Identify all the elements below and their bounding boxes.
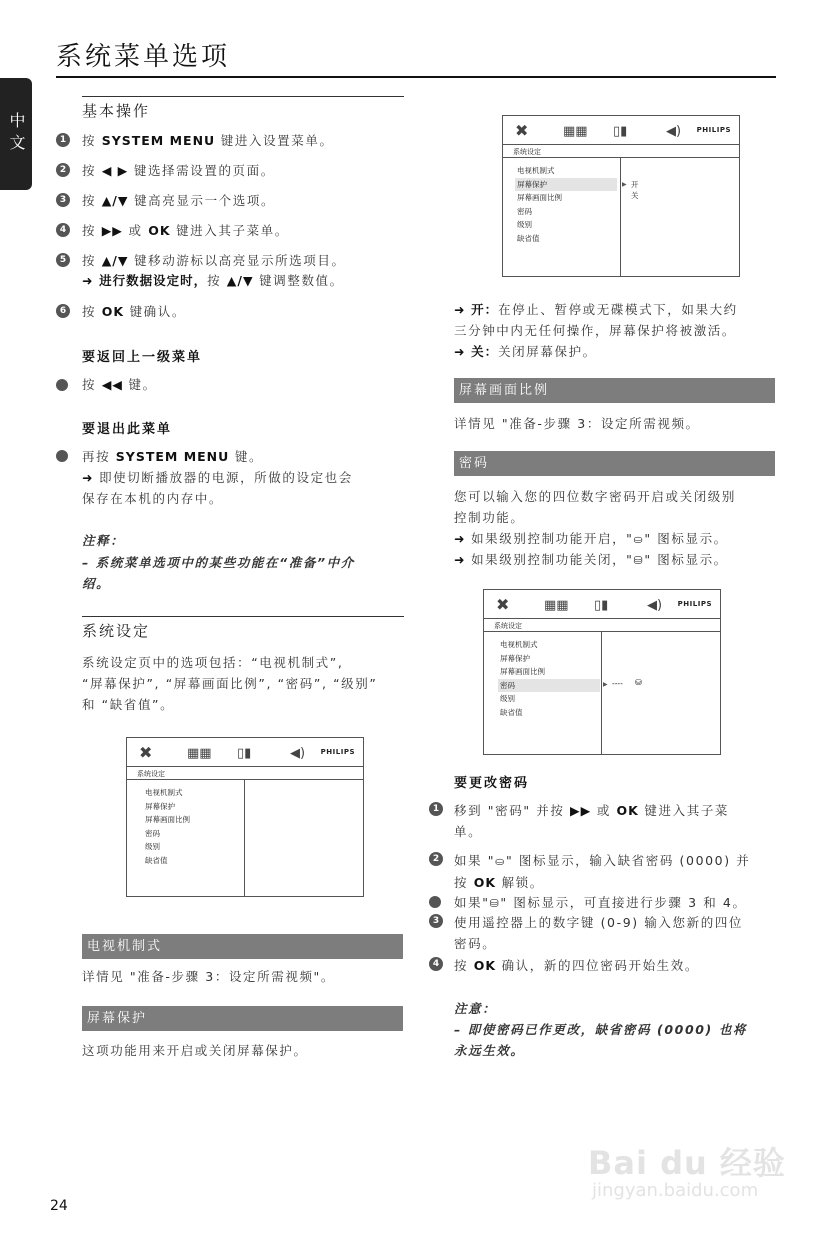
watermark-url: jingyan.baidu.com	[592, 1180, 759, 1201]
pointer-icon: ▶	[622, 181, 627, 188]
system-setup-heading: 系统设定	[82, 622, 151, 640]
forward-key: ▶▶	[101, 223, 123, 238]
step-3: 3 按 ▲/▼ 键高亮显示一个选项。	[56, 193, 275, 209]
video-icon: ▯▮	[594, 598, 609, 613]
pointer-icon: ▶	[603, 681, 608, 688]
arrow-icon: ➜	[82, 273, 94, 288]
lock-closed-icon: ⛁	[489, 897, 501, 910]
up-down-key: ▲/▼	[101, 193, 129, 208]
menu-item[interactable]: 缺省值	[145, 855, 168, 865]
grid-icon: ▦▦	[544, 598, 569, 613]
step-6: 6 按 OK 键确认。	[56, 304, 186, 320]
password-screen: ✖ ▦▦ ▯▮ ◀) PHILIPS 系统设定 电视机制式 屏幕保护 屏幕画面比例 密码 级别 缺省值 ▶ ---- ⛁	[483, 589, 721, 755]
pw-step-4: 4 按 OK 确认，新的四位密码开始生效。	[429, 957, 699, 976]
speaker-icon: ◀)	[666, 124, 682, 139]
tv-system-bar: 电视机制式	[82, 934, 403, 959]
speaker-icon: ◀)	[647, 598, 663, 613]
page-title: 系统菜单选项	[56, 42, 231, 72]
system-menu-key: SYSTEM MENU	[101, 133, 216, 148]
left-right-key: ◀ ▶	[101, 163, 129, 178]
brand-logo: PHILIPS	[320, 748, 355, 756]
menu-item-selected[interactable]: 密码	[498, 679, 600, 693]
exit-title: 要退出此菜单	[82, 422, 173, 437]
language-tab: 中文	[0, 78, 32, 190]
pw-step-2: 2 如果 "⛀" 图标显示，输入缺省密码 (0000) 并 按 OK 解锁。	[429, 852, 750, 893]
section-rule	[82, 96, 404, 97]
grid-icon: ▦▦	[187, 746, 212, 761]
menu-item-selected[interactable]: 屏幕保护	[515, 178, 617, 192]
watermark-logo: Bai du 经验	[588, 1144, 786, 1182]
screen-saver-bar: 屏幕保护	[82, 1006, 403, 1031]
step-1: 1 按 SYSTEM MENU 键进入设置菜单。	[56, 133, 334, 149]
menu-item[interactable]: 屏幕保护	[145, 801, 175, 811]
pw-step-1: 1 移到 "密码" 并按 ▶▶ 或 OK 键进入其子菜 单。	[429, 802, 729, 842]
pw-note-title: 注意：	[454, 1001, 497, 1016]
change-password-title: 要更改密码	[454, 776, 530, 791]
basic-heading: 基本操作	[82, 102, 151, 120]
saver-on-line: ➜ 开：在停止、暂停或无碟模式下，如果大约	[454, 302, 738, 317]
step-4: 4 按 ▶▶ 或 OK 键进入其子菜单。	[56, 223, 289, 239]
video-icon: ▯▮	[613, 124, 628, 139]
menu-item[interactable]: 电视机制式	[145, 788, 183, 797]
menu-item[interactable]: 密码	[145, 828, 160, 838]
saver-off-line: ➜ 关：关闭屏幕保护。	[454, 344, 597, 359]
return-step: 按 ◀◀ 键。	[56, 377, 157, 393]
return-title: 要返回上一级菜单	[82, 350, 203, 365]
rewind-key: ◀◀	[101, 377, 123, 392]
password-bar: 密码	[454, 451, 775, 476]
page-number: 24	[50, 1198, 68, 1214]
menu-item[interactable]: 级别	[145, 842, 160, 851]
lock-open-icon: ⛀	[495, 855, 506, 868]
lock-open-icon: ⛀	[633, 533, 645, 546]
grid-icon: ▦▦	[563, 124, 588, 139]
lock-closed-icon: ⛁	[633, 554, 645, 567]
bullet	[56, 379, 68, 391]
menu-item[interactable]: 屏幕画面比例	[145, 815, 190, 824]
step-number: 1	[56, 133, 70, 147]
lock-icon: ⛁	[635, 678, 642, 687]
option-off[interactable]: 关	[631, 191, 639, 200]
step-5: 5 按 ▲/▼ 键移动游标以高亮显示所选项目。 ➜ 进行数据设定时，按 ▲/▼ 键调整数值。	[56, 253, 346, 291]
tools-icon: ✖	[515, 121, 529, 140]
speaker-icon: ◀)	[290, 746, 306, 761]
aspect-bar: 屏幕画面比例	[454, 378, 775, 403]
note-title: 注释：	[82, 533, 125, 548]
exit-step: 再按 SYSTEM MENU 键。 ➜ 即使切断播放器的电源，所做的设定也会	[56, 448, 353, 488]
video-icon: ▯▮	[237, 746, 252, 761]
pw-step-2b: 如果"⛁" 图标显示，可直接进行步骤 3 和 4。	[429, 894, 747, 914]
password-field[interactable]: ----	[612, 679, 623, 688]
lock-on-line: ➜ 如果级别控制功能开启，"⛀" 图标显示。	[454, 531, 728, 546]
pw-step-3: 3 使用遥控器上的数字键 (0-9) 输入您新的四位 密码。	[429, 914, 743, 954]
tools-icon: ✖	[139, 743, 153, 762]
option-on[interactable]: 开	[631, 180, 639, 189]
screen-saver-screen: ✖ ▦▦ ▯▮ ◀) PHILIPS 系统设定 电视机制式 屏幕保护 屏幕画面比例 密码 级别 缺省值 ▶ 开 关	[502, 115, 740, 277]
lock-off-line: ➜ 如果级别控制功能关闭，"⛁" 图标显示。	[454, 552, 728, 567]
system-setup-screen: ✖ ▦▦ ▯▮ ◀) PHILIPS 系统设定 电视机制式 屏幕保护 屏幕画面比例 密码 级别 缺省值	[126, 737, 364, 897]
arrow-icon: ➜	[82, 470, 94, 485]
ok-key: OK	[148, 223, 171, 238]
tools-icon: ✖	[496, 595, 510, 614]
title-rule	[56, 76, 776, 78]
step-2: 2 按 ◀ ▶ 键选择需设置的页面。	[56, 163, 275, 179]
